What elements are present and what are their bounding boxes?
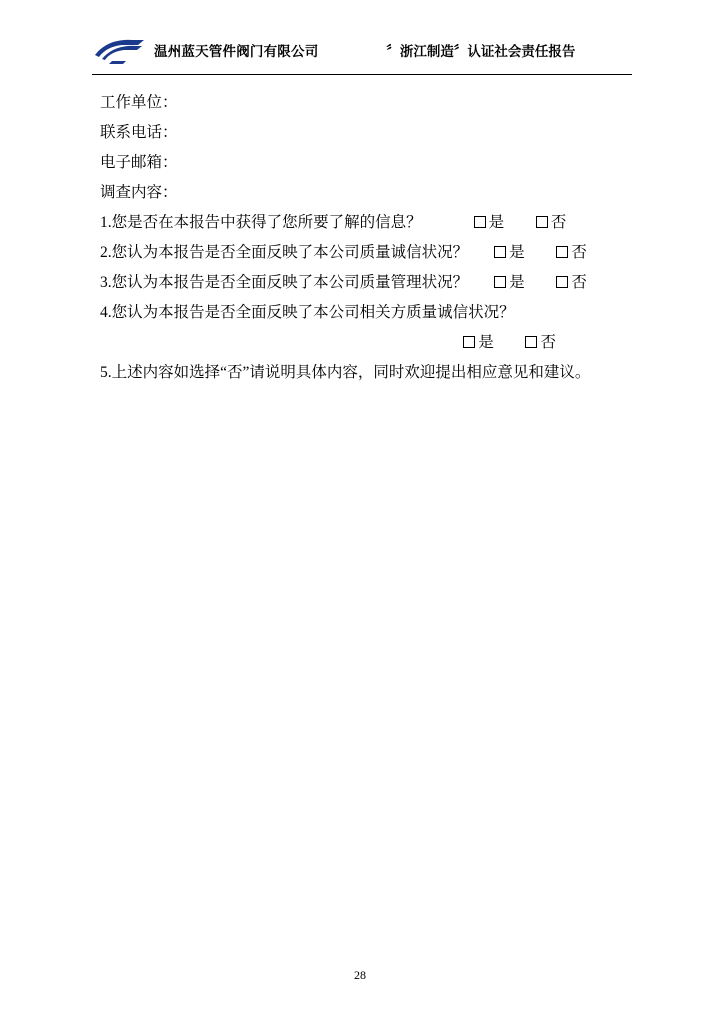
- company-name: 温州蓝天管件阀门有限公司: [154, 44, 319, 60]
- checkbox-option-yes[interactable]: [494, 268, 525, 298]
- option-label: 是: [509, 244, 525, 261]
- question-3-options: [494, 268, 587, 298]
- checkbox-icon[interactable]: [556, 276, 568, 288]
- checkbox-icon[interactable]: [536, 216, 548, 228]
- checkbox-icon[interactable]: [525, 336, 537, 348]
- survey-content: [100, 88, 634, 388]
- checkbox-option-no[interactable]: [536, 208, 567, 238]
- checkbox-icon[interactable]: [474, 216, 486, 228]
- question-2-text: 2.您认为本报告是否全面反映了本公司质量诚信状况？: [100, 244, 469, 261]
- header-title: 〞浙江制造〞认证社会责任报告: [386, 44, 576, 60]
- page-header: [92, 30, 632, 76]
- option-label: 否: [571, 244, 587, 261]
- checkbox-option-no[interactable]: [556, 238, 587, 268]
- question-1: [100, 208, 634, 238]
- question-3-text: 3.您认为本报告是否全面反映了本公司质量管理状况？: [100, 274, 469, 291]
- question-4-text: 4.您认为本报告是否全面反映了本公司相关方质量诚信状况？: [100, 304, 515, 321]
- option-label: 是: [509, 274, 525, 291]
- checkbox-option-no[interactable]: [556, 268, 587, 298]
- checkbox-option-no[interactable]: [525, 328, 556, 358]
- option-label: 否: [571, 274, 587, 291]
- checkbox-option-yes[interactable]: [474, 208, 505, 238]
- field-work-unit: 工作单位：: [100, 94, 178, 111]
- page-number: 28: [354, 968, 366, 982]
- field-phone: 联系电话：: [100, 124, 178, 141]
- question-4-options: [100, 328, 634, 358]
- company-logo-icon: [92, 35, 150, 65]
- field-survey-content: 调查内容：: [100, 184, 178, 201]
- question-5: 5.上述内容如选择“否”请说明具体内容，同时欢迎提出相应意见和建议。: [100, 364, 591, 381]
- field-email: 电子邮箱：: [100, 154, 178, 171]
- header-divider: [92, 74, 632, 75]
- checkbox-icon[interactable]: [494, 246, 506, 258]
- checkbox-option-yes[interactable]: [463, 328, 494, 358]
- option-label: 是: [488, 214, 505, 231]
- option-label: 否: [550, 214, 567, 231]
- option-label: 否: [540, 334, 556, 351]
- question-2: [100, 238, 634, 268]
- checkbox-icon[interactable]: [463, 336, 475, 348]
- question-1-text: 1.您是否在本报告中获得了您所要了解的信息？: [100, 214, 422, 231]
- checkbox-option-yes[interactable]: [494, 238, 525, 268]
- option-label: 是: [478, 334, 494, 351]
- question-1-options: [474, 208, 567, 238]
- question-4: [100, 298, 634, 328]
- page-footer: [0, 968, 720, 983]
- question-2-options: [494, 238, 587, 268]
- checkbox-icon[interactable]: [556, 246, 568, 258]
- question-3: [100, 268, 634, 298]
- checkbox-icon[interactable]: [494, 276, 506, 288]
